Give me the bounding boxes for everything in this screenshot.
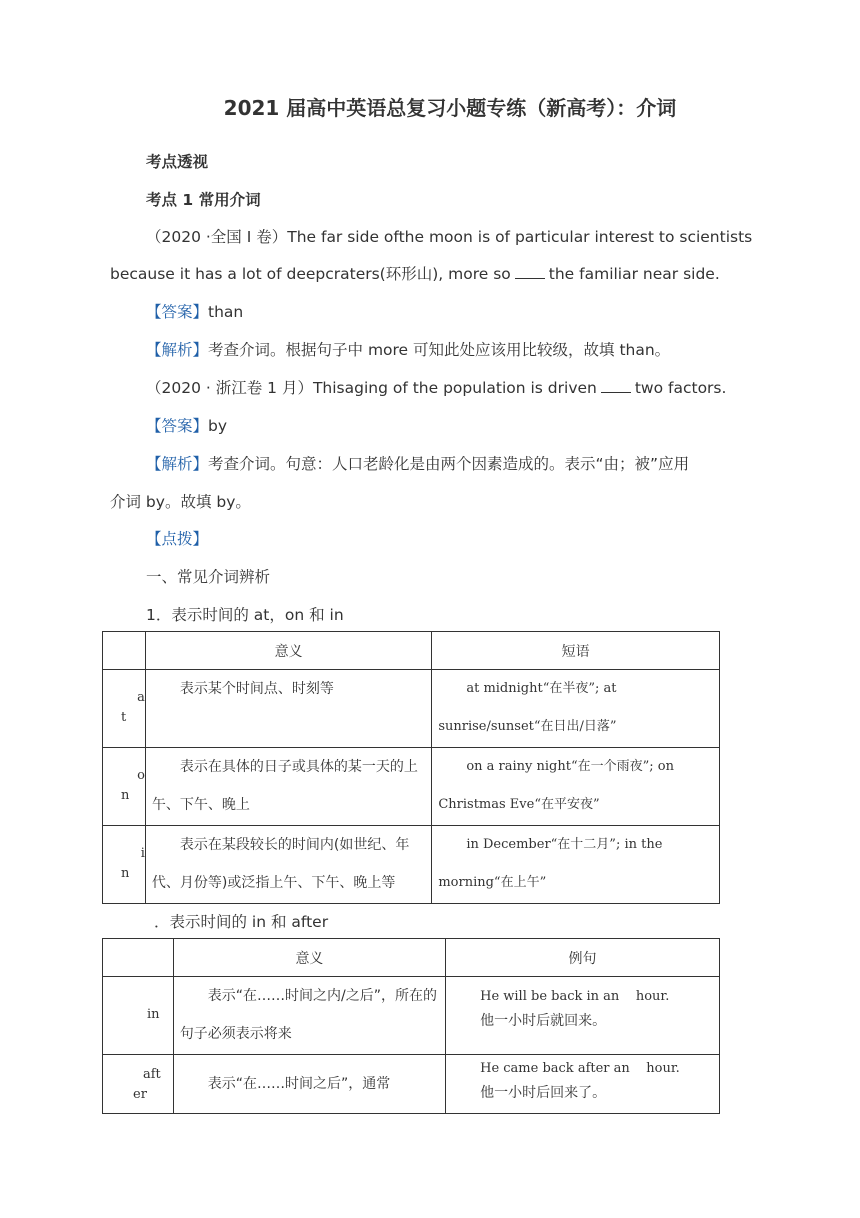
answer-1: 【答案】than [146, 303, 244, 321]
example-cell: He will be back in an hour. 他一小时后就回来。 [446, 977, 720, 1055]
table-row [103, 826, 720, 904]
table-time-at-on-in [102, 631, 720, 904]
word-cell: i n [103, 826, 146, 904]
tip-label: 【点拨】 [146, 530, 209, 548]
question-1-line-1: （2020 ·全国 I 卷）The far side ofthe moon is of particular interest to scientists [146, 228, 753, 246]
page-title: 2021 届高中英语总复习小题专练（新高考）：介词 [223, 96, 677, 120]
table-header-cell: 意义 [173, 939, 445, 977]
table-header-cell [103, 632, 146, 670]
table-header-cell: 意义 [145, 632, 431, 670]
meaning-cell: 表示“在……时间之内/之后”，所在的句子必须表示将来 [173, 977, 445, 1055]
table-header-row [103, 939, 720, 977]
explanation-1: 【解析】考查介词。根据句子中 more 可知此处应该用比较级，故填 than。 [146, 341, 671, 359]
answer-blank [515, 277, 545, 279]
table-header-row [103, 632, 720, 670]
answer-blank [601, 391, 631, 393]
table-header-cell [103, 939, 174, 977]
section-heading: 一、常见介词辨析 [146, 568, 271, 586]
subsection-2: ．表示时间的 in 和 after [154, 913, 329, 931]
heading-kaodian-1: 考点 1 常用介词 [146, 191, 261, 209]
explanation-2-line-2: 介词 by。故填 by。 [110, 493, 251, 511]
meaning-cell: 表示在某段较长的时间内(如世纪、年代、月份等)或泛指上午、下午、晚上等 [145, 826, 431, 904]
example-cell: He came back after an hour. 他一小时后回来了。 [446, 1055, 720, 1114]
table-row [103, 670, 720, 748]
question-1-line-2: because it has a lot of deepcraters(环形山), more so the familiar near side. [110, 265, 720, 283]
explanation-2-line-1: 【解析】考查介词。句意：人口老龄化是由两个因素造成的。表示“由；被”应用 [146, 455, 690, 473]
table-time-in-after [102, 938, 720, 1114]
explanation-label: 【解析】 [146, 341, 209, 359]
phrase-cell: on a rainy night“在一个雨夜”; on Christmas Eve“在平安夜” [432, 748, 720, 826]
word-cell: aft er [103, 1055, 174, 1114]
table-row [103, 1055, 720, 1114]
word-cell: in [103, 977, 174, 1055]
meaning-cell: 表示某个时间点、时刻等 [145, 670, 431, 748]
meaning-cell: 表示在具体的日子或具体的某一天的上午、下午、晚上 [145, 748, 431, 826]
table-header-cell: 例句 [446, 939, 720, 977]
explanation-label: 【解析】 [146, 455, 209, 473]
answer-2: 【答案】by [146, 417, 228, 435]
table-header-cell: 短语 [432, 632, 720, 670]
phrase-cell: in December“在十二月”; in the morning“在上午” [432, 826, 720, 904]
table-row [103, 748, 720, 826]
answer-label: 【答案】 [146, 303, 209, 321]
meaning-cell: 表示“在……时间之后”，通常 [173, 1055, 445, 1114]
table-row [103, 977, 720, 1055]
word-cell: o n [103, 748, 146, 826]
question-2: （2020 · 浙江卷 1 月）Thisaging of the population is driven two factors. [146, 379, 727, 397]
phrase-cell: at midnight“在半夜”; at sunrise/sunset“在日出/日落” [432, 670, 720, 748]
subsection-1: 1．表示时间的 at，on 和 in [146, 606, 344, 624]
answer-label: 【答案】 [146, 417, 209, 435]
word-cell: a t [103, 670, 146, 748]
heading-kaodian-toushi: 考点透视 [146, 153, 209, 171]
